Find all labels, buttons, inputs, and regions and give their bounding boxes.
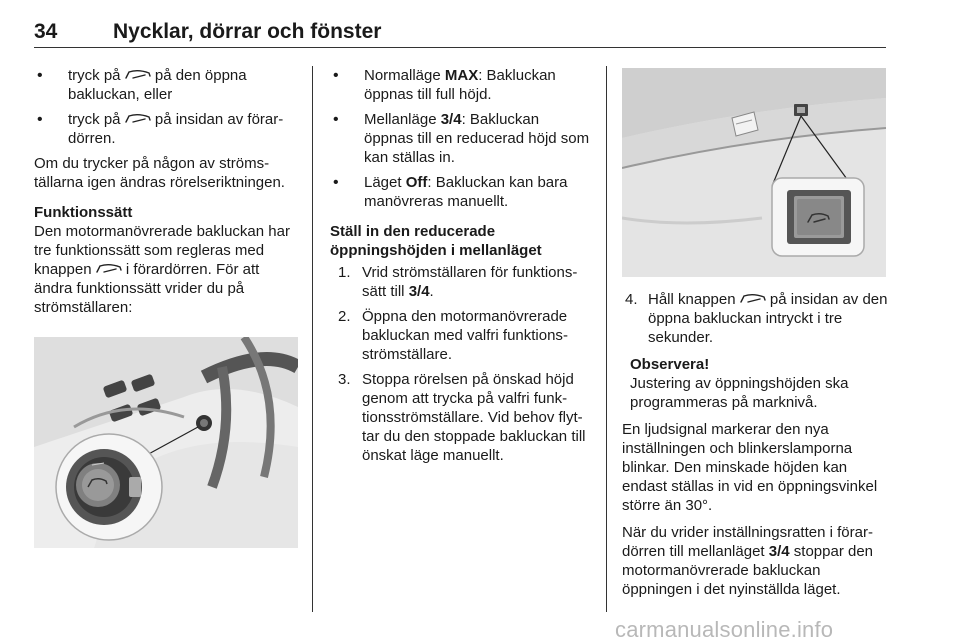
column-left — [34, 66, 300, 317]
page-header — [0, 0, 960, 48]
tailgate-icon — [125, 69, 151, 81]
step-2: 2. Öppna den motormanövrerade bakluckan med valfri funktionsströmställare. — [338, 308, 568, 363]
bullet-driver-door-button: • tryck på på insidan av förardörren. — [34, 110, 300, 148]
column-right — [622, 290, 890, 599]
column-divider-1 — [312, 66, 313, 612]
note-text: Justering av öppningshöjden ska programmeras på marknivå. — [630, 375, 849, 411]
bullet-max-mode: • Normalläge MAX: Bakluckan öppnas till full höjd. — [330, 66, 592, 104]
note-heading: Observera! — [630, 356, 710, 373]
tailgate-button-illustration — [622, 68, 886, 277]
header-rule — [34, 47, 886, 48]
column-divider-2 — [606, 66, 607, 612]
bullet-off-mode: • Läget Off: Bakluckan kan bara manövreras manuellt. — [330, 173, 592, 211]
paragraph-functions: Den motormanövrerade bakluckan har tre funktionssätt som regleras med knappen i förardörren. För att ändra funktionssätt vrider du på strömställaren: — [34, 223, 290, 316]
heading-reduced-height: Ställ in den reducerade öppningshöjden i mellanläget — [330, 223, 542, 259]
tailgate-icon — [740, 293, 766, 305]
paragraph-signal: En ljudsignal markerar den nya inställningen och blinkerslamporna blinkar. Den minskade höjden kan endast ställas in vid en öppningsvinkel större än 30°. — [622, 421, 878, 514]
bullet-mid-mode: • Mellanläge 3/4: Bakluckan öppnas till en reducerad höjd som kan ställas in. — [330, 110, 592, 167]
note-box — [622, 355, 890, 412]
column-middle — [330, 66, 592, 471]
heading-functions: Funktionssätt — [34, 204, 133, 221]
footer-watermark: carmanualsonline.info — [615, 617, 834, 642]
step-1: 1. Vrid strömställaren för funktionssätt till 3/4. — [338, 264, 578, 300]
page-title: Nycklar, dörrar och fönster — [113, 20, 382, 43]
step-4: 4. Håll knappen på insidan av den öppna bakluckan intryckt i tre sekunder. — [625, 291, 888, 346]
paragraph-direction: Om du trycker på någon av strömställarna igen ändras rörelseriktningen. — [34, 155, 285, 191]
bullet-tailgate-button: • tryck på på den öppna bakluckan, eller — [34, 66, 300, 104]
step-3: 3. Stoppa rörelsen på önskad höjd genom att trycka på valfri funktionsströmställare. Vid behov flyttar du den stoppade bakluckan till önskat läge manuellt. — [338, 371, 586, 464]
paragraph-knob: När du vrider inställningsratten i förardörren till mellanläget 3/4 stoppar den motormanövrerade bakluckan öppningen i det nyinställda läget. — [622, 524, 874, 598]
door-switch-illustration — [34, 337, 298, 548]
page-number: 34 — [34, 20, 58, 43]
tailgate-icon — [125, 113, 151, 125]
tailgate-icon — [96, 263, 122, 275]
